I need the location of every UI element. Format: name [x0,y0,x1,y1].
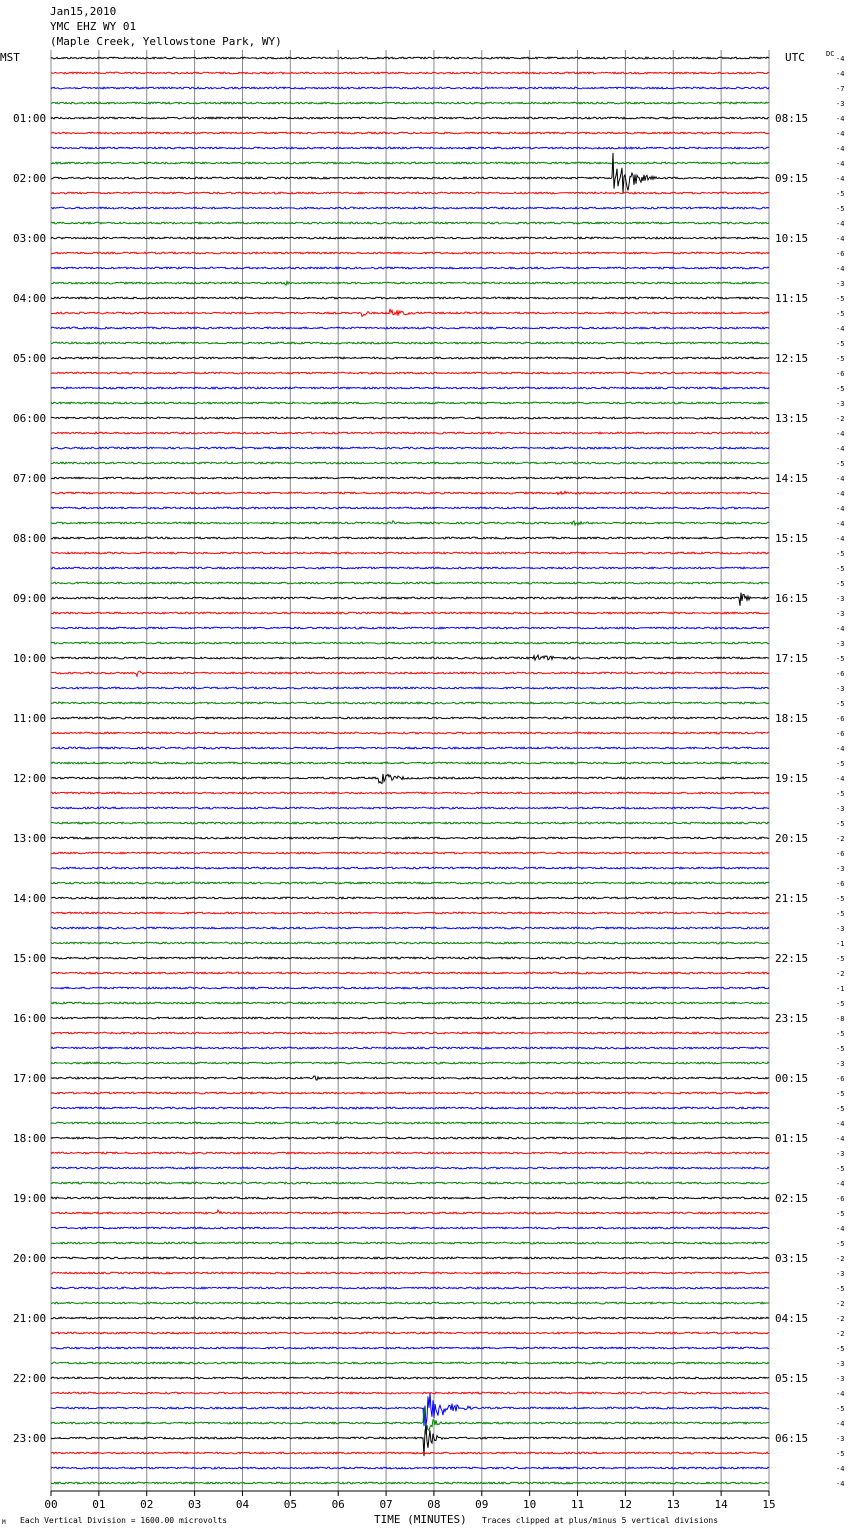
dc-offset-label: -6 [836,715,845,723]
trace-row-72 [51,1137,769,1139]
dc-offset-label: -3 [836,280,845,288]
trace-row-1 [51,72,769,74]
x-axis [44,1491,775,1511]
trace-row-35 [51,582,769,584]
trace-row-58 [51,927,769,929]
trace-row-64 [51,1017,769,1019]
dc-offset-label: -5 [836,355,845,363]
trace-row-27 [51,462,769,464]
trace-row-5 [51,132,769,134]
trace-row-91 [51,1408,769,1435]
x-tick-label: 15 [762,1498,776,1511]
trace-row-0 [51,57,769,59]
dc-offset-label: -3 [836,1060,845,1068]
mst-hour-label: 03:00 [13,232,47,245]
utc-hour-label: 22:15 [775,952,809,965]
mst-hour-label: 14:00 [13,892,47,905]
dc-offset-label: -2 [836,1300,845,1308]
dc-offset-label: -4 [836,235,845,243]
x-tick-label: 00 [44,1498,58,1511]
trace-row-68 [51,1076,769,1080]
dc-offset-label: -3 [836,595,845,603]
trace-row-43 [51,702,769,704]
mst-hour-label: 05:00 [13,352,47,365]
trace-row-47 [51,762,769,764]
dc-offset-label: -4 [836,520,845,528]
trace-row-37 [51,612,769,614]
dc-offset-label: -4 [836,445,845,453]
header-location: (Maple Creek, Yellowstone Park, WY) [50,35,282,48]
mst-hour-label: 18:00 [13,1132,47,1145]
trace-row-62 [51,987,769,989]
trace-row-6 [51,147,769,149]
dc-offset-label: -4 [836,175,845,183]
x-tick-label: 07 [379,1498,393,1511]
trace-row-89 [51,1392,769,1394]
utc-hour-label: 14:15 [775,472,809,485]
mst-hour-label: 07:00 [13,472,47,485]
dc-offset-label: -4 [836,1480,845,1488]
trace-row-33 [51,552,769,554]
x-tick-label: 14 [714,1498,728,1511]
trace-row-52 [51,837,769,839]
trace-row-66 [51,1047,769,1049]
dc-offset-label: -5 [836,1090,845,1098]
dc-offset-label: -4 [836,490,845,498]
left-axis-label: MST [0,51,20,64]
dc-offset-label: -4 [836,535,845,543]
dc-offset-label: -4 [836,505,845,513]
utc-hour-label: 15:15 [775,532,809,545]
dc-offset-label: -5 [836,295,845,303]
dc-offset-label: -3 [836,1270,845,1278]
dc-offset-label: -5 [836,1105,845,1113]
trace-row-53 [51,852,769,854]
trace-row-16 [51,297,769,299]
trace-row-40 [51,655,769,660]
trace-row-26 [51,447,769,449]
x-tick-label: 06 [331,1498,345,1511]
trace-row-10 [51,207,769,209]
trace-row-4 [51,117,769,119]
trace-row-69 [51,1092,769,1094]
mst-hour-label: 13:00 [13,832,47,845]
trace-row-29 [51,491,769,494]
dc-offset-label: -4 [836,1465,845,1473]
dc-offset-label: -5 [836,790,845,798]
dc-offset-label: -3 [836,925,845,933]
mst-hour-labels [13,112,46,1445]
dc-label: DC [826,50,835,58]
mst-hour-label: 09:00 [13,592,47,605]
minute-grid [51,50,769,1491]
dc-offset-label: -3 [836,400,845,408]
trace-row-13 [51,252,769,254]
dc-offset-label: -5 [836,1030,845,1038]
utc-hour-label: 18:15 [775,712,809,725]
utc-hour-label: 19:15 [775,772,809,785]
mst-hour-label: 12:00 [13,772,47,785]
trace-row-95 [51,1482,769,1484]
x-tick-label: 03 [187,1498,202,1511]
trace-row-70 [51,1107,769,1109]
trace-row-94 [51,1467,769,1469]
dc-offset-label: -1 [836,985,845,993]
dc-offset-label: -4 [836,775,845,783]
x-tick-label: 10 [523,1498,537,1511]
trace-row-34 [51,567,769,569]
dc-offset-label: -3 [836,610,845,618]
dc-offset-label: -5 [836,565,845,573]
trace-row-41 [51,671,769,676]
mst-hour-label: 10:00 [13,652,47,665]
utc-hour-label: 21:15 [775,892,809,905]
dc-offset-label: -5 [836,190,845,198]
trace-row-93 [51,1452,769,1454]
dc-offset-label: -5 [836,1165,845,1173]
dc-offset-label: -4 [836,1120,845,1128]
dc-offset-label: -5 [836,1000,845,1008]
trace-row-86 [51,1347,769,1349]
mst-hour-label: 22:00 [13,1372,47,1385]
dc-offset-label: -4 [836,1225,845,1233]
dc-offset-label: -1 [836,940,845,948]
dc-offset-label: -3 [836,685,845,693]
trace-row-75 [51,1182,769,1184]
trace-row-19 [51,342,769,344]
trace-row-90 [51,1393,769,1426]
header-date: Jan15,2010 [50,5,117,18]
dc-offset-label: -5 [836,385,845,393]
trace-row-81 [51,1272,769,1274]
dc-offset-label: -5 [836,895,845,903]
x-tick-label: 09 [475,1498,489,1511]
mst-hour-label: 15:00 [13,952,47,965]
mst-hour-label: 08:00 [13,532,47,545]
trace-row-24 [51,417,769,419]
trace-row-31 [51,521,769,525]
dc-offset-label: -4 [836,1135,845,1143]
trace-row-77 [51,1210,769,1214]
trace-row-85 [51,1332,769,1334]
dc-offset-label: -4 [836,625,845,633]
dc-offset-label: -4 [836,115,845,123]
trace-row-78 [51,1227,769,1229]
trace-row-14 [51,267,769,269]
utc-hour-label: 11:15 [775,292,809,305]
trace-row-3 [51,102,769,104]
mst-hour-label: 01:00 [13,112,47,125]
dc-offset-label: -5 [836,1405,845,1413]
dc-offset-label: -5 [836,655,845,663]
trace-row-48 [51,774,769,784]
dc-offset-label: -3 [836,1150,845,1158]
dc-offset-label: -2 [836,1255,845,1263]
dc-offset-label: -5 [836,820,845,828]
trace-row-92 [51,1426,769,1456]
dc-offset-label: -4 [836,1390,845,1398]
clip-note: Traces clipped at plus/minus 5 vertical divisions [482,1516,719,1525]
trace-row-30 [51,507,769,509]
x-axis-title: TIME (MINUTES) [374,1513,467,1526]
dc-offset-label: -5 [836,340,845,348]
trace-row-12 [51,237,769,239]
trace-row-88 [51,1377,769,1379]
dc-offset-label: -6 [836,250,845,258]
dc-offset-label: -3 [836,640,845,648]
dc-offset-label: -4 [836,265,845,273]
dc-offset-label: -5 [836,1285,845,1293]
trace-row-87 [51,1362,769,1364]
dc-offset-label: -5 [836,760,845,768]
utc-hour-labels [775,112,808,1445]
utc-hour-label: 09:15 [775,172,809,185]
dc-offset-label: -5 [836,310,845,318]
dc-offset-label: -3 [836,1375,845,1383]
utc-hour-label: 23:15 [775,1012,809,1025]
mst-hour-label: 23:00 [13,1432,47,1445]
trace-row-71 [51,1122,769,1124]
trace-row-54 [51,867,769,869]
mst-hour-label: 20:00 [13,1252,47,1265]
trace-row-15 [51,281,769,285]
trace-row-11 [51,222,769,224]
utc-hour-label: 13:15 [775,412,809,425]
x-tick-label: 08 [427,1498,441,1511]
trace-row-49 [51,792,769,794]
trace-row-44 [51,717,769,719]
dc-offset-label: -4 [836,145,845,153]
dc-offset-label: -5 [836,580,845,588]
dc-offset-label: -5 [836,700,845,708]
mst-hour-label: 04:00 [13,292,47,305]
trace-row-59 [51,942,769,944]
trace-row-21 [51,372,769,374]
corner-mark: M [2,1519,6,1526]
dc-offset-label: -2 [836,1330,845,1338]
trace-row-63 [51,1002,769,1004]
trace-row-51 [51,822,769,824]
dc-offset-label: -8 [836,1015,845,1023]
dc-offset-label: -3 [836,100,845,108]
trace-row-18 [51,327,769,329]
utc-hour-label: 02:15 [775,1192,809,1205]
scale-note: Each Vertical Division = 1600.00 microvolts [20,1516,228,1525]
mst-hour-label: 11:00 [13,712,47,725]
dc-offset-label: -5 [836,910,845,918]
utc-hour-label: 12:15 [775,352,809,365]
trace-row-82 [51,1287,769,1289]
x-tick-label: 05 [283,1498,297,1511]
dc-offset-label: -6 [836,730,845,738]
mst-hour-label: 02:00 [13,172,47,185]
trace-row-45 [51,732,769,734]
mst-hour-label: 16:00 [13,1012,47,1025]
trace-row-61 [51,972,769,974]
trace-row-83 [51,1302,769,1304]
right-axis-label: UTC [785,51,805,64]
x-tick-label: 01 [92,1498,106,1511]
trace-row-25 [51,432,769,434]
dc-offset-label: -4 [836,220,845,228]
dc-offset-label: -5 [836,460,845,468]
trace-row-8 [51,153,769,193]
header-station: YMC EHZ WY 01 [50,20,137,33]
mst-hour-label: 19:00 [13,1192,47,1205]
dc-offset-label: -4 [836,70,845,78]
trace-row-20 [51,357,769,359]
dc-offset-label: -5 [836,1345,845,1353]
utc-hour-label: 08:15 [775,112,809,125]
dc-offset-label: -3 [836,805,845,813]
x-tick-label: 04 [235,1498,250,1511]
dc-offset-label: -4 [836,430,845,438]
mst-hour-label: 17:00 [13,1072,47,1085]
trace-row-73 [51,1152,769,1154]
trace-row-39 [51,642,769,644]
x-tick-label: 02 [140,1498,154,1511]
dc-offset-label: -6 [836,1195,845,1203]
dc-offset-label: -4 [836,1180,845,1188]
trace-row-38 [51,627,769,629]
trace-row-2 [51,87,769,89]
dc-offset-label: -2 [836,970,845,978]
trace-row-84 [51,1317,769,1319]
dc-offset-label: -5 [836,1450,845,1458]
x-tick-label: 11 [570,1498,585,1511]
trace-row-60 [51,957,769,959]
dc-offset-label: -4 [836,55,845,63]
dc-offset-label: -5 [836,1210,845,1218]
trace-row-17 [51,309,769,317]
dc-offset-label: -2 [836,415,845,423]
trace-row-32 [51,537,769,539]
dc-offset-labels [836,55,844,1488]
mst-hour-label: 21:00 [13,1312,47,1325]
dc-offset-label: -3 [836,1360,845,1368]
x-tick-label: 13 [666,1498,680,1511]
utc-hour-label: 20:15 [775,832,809,845]
utc-hour-label: 17:15 [775,652,809,665]
dc-offset-label: -6 [836,1075,845,1083]
trace-row-56 [51,897,769,899]
trace-row-23 [51,402,769,404]
trace-row-76 [51,1197,769,1199]
trace-row-46 [51,747,769,749]
dc-offset-label: -5 [836,1045,845,1053]
trace-row-67 [51,1062,769,1064]
trace-row-42 [51,687,769,689]
utc-hour-label: 01:15 [775,1132,809,1145]
dc-offset-label: -6 [836,850,845,858]
utc-hour-label: 05:15 [775,1372,809,1385]
dc-offset-label: -5 [836,1240,845,1248]
trace-row-80 [51,1257,769,1259]
dc-offset-label: -4 [836,745,845,753]
utc-hour-label: 00:15 [775,1072,809,1085]
trace-row-55 [51,882,769,884]
trace-row-7 [51,162,769,164]
trace-row-9 [51,192,769,194]
dc-offset-label: -2 [836,835,845,843]
dc-offset-label: -5 [836,955,845,963]
utc-hour-label: 06:15 [775,1432,809,1445]
dc-offset-label: -6 [836,670,845,678]
dc-offset-label: -6 [836,880,845,888]
dc-offset-label: -2 [836,1315,845,1323]
dc-offset-label: -3 [836,1435,845,1443]
mst-hour-label: 06:00 [13,412,47,425]
trace-row-36 [51,593,769,606]
trace-row-74 [51,1167,769,1169]
dc-offset-label: -7 [836,85,845,93]
utc-hour-label: 04:15 [775,1312,809,1325]
dc-offset-label: -4 [836,1420,845,1428]
dc-offset-label: -4 [836,130,845,138]
dc-offset-label: -5 [836,550,845,558]
dc-offset-label: -4 [836,325,845,333]
utc-hour-label: 16:15 [775,592,809,605]
utc-hour-label: 03:15 [775,1252,809,1265]
trace-row-22 [51,387,769,389]
trace-row-50 [51,807,769,809]
dc-offset-label: -4 [836,475,845,483]
dc-offset-label: -6 [836,370,845,378]
trace-row-57 [51,912,769,914]
dc-offset-label: -4 [836,160,845,168]
trace-row-79 [51,1242,769,1244]
dc-offset-label: -3 [836,865,845,873]
dc-offset-label: -5 [836,205,845,213]
trace-row-28 [51,477,769,479]
utc-hour-label: 10:15 [775,232,809,245]
trace-layer [51,57,769,1484]
x-tick-label: 12 [618,1498,633,1511]
trace-row-65 [51,1032,769,1034]
